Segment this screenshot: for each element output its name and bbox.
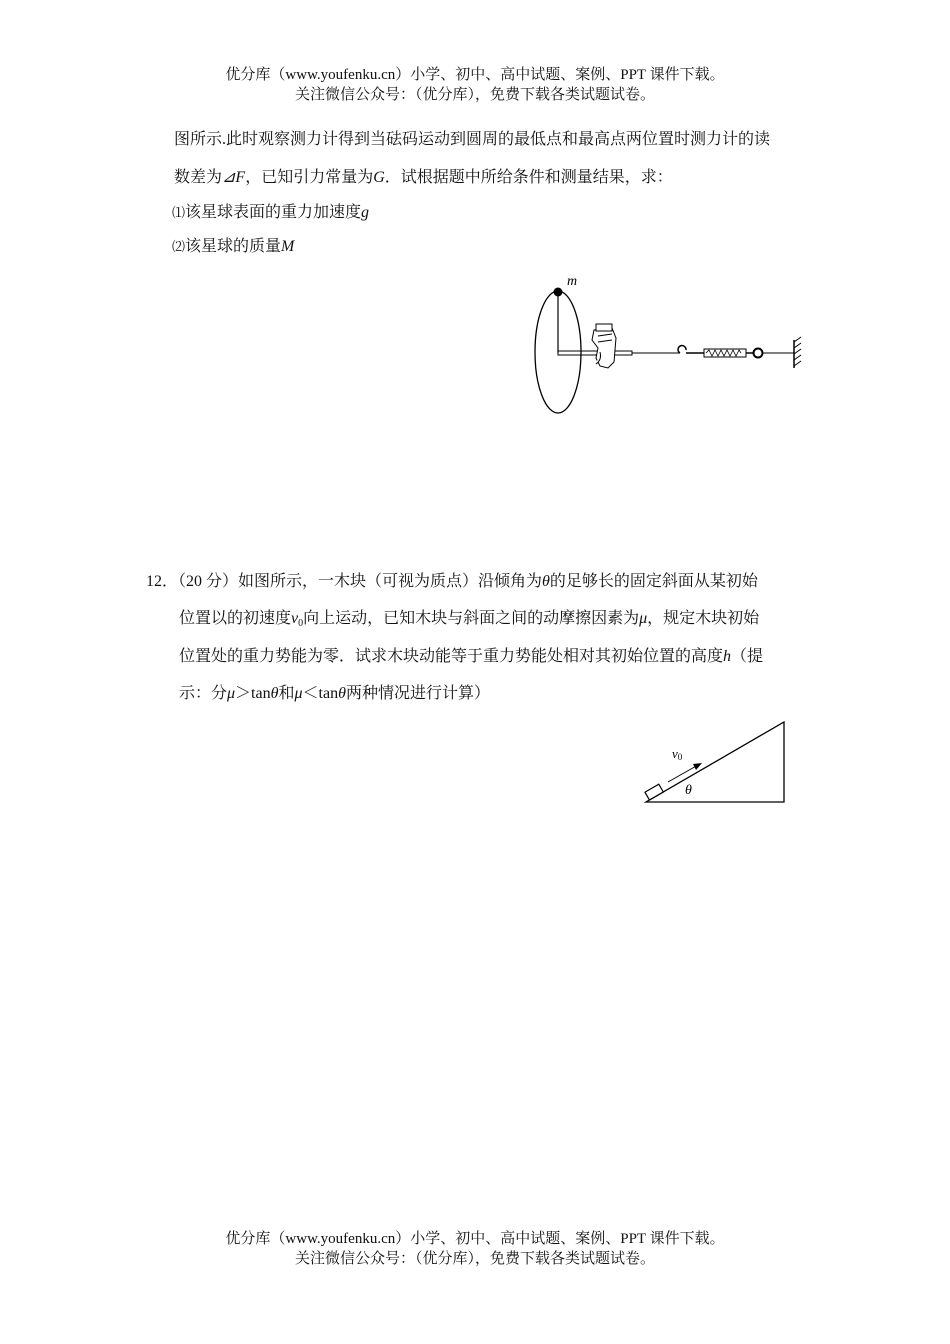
wall-hatching <box>794 337 801 366</box>
delta-f-symbol: ⊿F <box>222 169 246 186</box>
velocity-label <box>672 746 683 762</box>
fig-v-letter: v <box>672 746 678 761</box>
q12-line3-b: （提 <box>731 648 764 665</box>
q12-line4 <box>179 680 490 703</box>
circular-motion-figure <box>528 268 812 420</box>
incline-triangle <box>646 722 784 802</box>
hook-icon <box>678 346 686 353</box>
fig-v-subscript: 0 <box>677 752 683 762</box>
incline-angle-theta: θ <box>685 783 692 798</box>
v0-symbol: v <box>291 610 299 627</box>
sub2-text: 该星球的质量 <box>185 238 282 255</box>
q11-line2-a: 数差为 <box>174 169 223 186</box>
sub1-text: 该星球表面的重力加速度 <box>185 204 362 221</box>
q12-line2-b: 向上运动，已知木块与斜面之间的动摩擦因素为 <box>303 610 640 627</box>
mu-symbol: μ <box>639 610 648 627</box>
hand-icon <box>592 324 616 368</box>
q12-line4-a: 示：分 <box>179 685 228 702</box>
theta-symbol-2: θ <box>338 685 346 702</box>
velocity-arrow-shaft <box>668 765 698 782</box>
q12-line2-a: 位置以的初速度 <box>179 610 292 627</box>
g-constant-symbol: G <box>373 169 385 186</box>
q12-number: 12． <box>146 573 179 590</box>
q12-line4-c: 和 <box>278 685 295 702</box>
v0-subscript: 0 <box>298 618 304 629</box>
q12-line1 <box>146 568 758 591</box>
incline-figure <box>640 716 790 808</box>
q11-text-line2 <box>174 164 673 187</box>
q11-subquestion-2 <box>172 233 294 256</box>
mu-symbol-1: μ <box>227 685 236 702</box>
q12-line3 <box>179 643 763 666</box>
q12-line1-a: （20 分）如图所示，一木块（可视为质点）沿倾角为 <box>178 573 543 590</box>
q11-subquestion-1 <box>172 199 369 222</box>
sub1-number: ⑴ <box>172 205 186 220</box>
q11-line2-c: ．试根据题中所给条件和测量结果，求： <box>384 169 673 186</box>
q12-line4-d: ＜tan <box>302 685 339 702</box>
sub2-number: ⑵ <box>172 239 186 254</box>
holding-tube <box>558 351 632 355</box>
mass-label-m: m <box>567 274 578 289</box>
q12-line1-b: 的足够长的固定斜面从某初始 <box>549 573 758 590</box>
page-header-line2: 关注微信公众号：（优分库），免费下载各类试题试卷。 <box>294 87 655 103</box>
q12-line2-c: ，规定木块初始 <box>647 610 760 627</box>
q12-line2 <box>179 605 759 629</box>
q12-line4-b: ＞tan <box>235 685 271 702</box>
spring-scale-icon <box>704 349 746 357</box>
q11-text-line1: 图所示.此时观察测力计得到当砝码运动到圆周的最低点和最高点两位置时测力计的读 <box>174 131 771 148</box>
page-footer-line1: 优分库（www.youfenku.cn）小学、初中、高中试题、案例、PPT 课件下载。 <box>225 1231 725 1247</box>
sub1-variable: g <box>361 204 370 221</box>
velocity-arrowhead <box>693 763 702 770</box>
page-header-line1: 优分库（www.youfenku.cn）小学、初中、高中试题、案例、PPT 课件下载。 <box>225 67 725 83</box>
theta-symbol-1: θ <box>270 685 279 702</box>
ring-icon <box>754 349 763 358</box>
page-footer-line2: 关注微信公众号：（优分库），免费下载各类试题试卷。 <box>294 1251 655 1267</box>
theta-symbol: θ <box>542 573 550 590</box>
wooden-block <box>645 784 663 800</box>
q12-line3-a: 位置处的重力势能为零．试求木块动能等于重力势能处相对其初始位置的高度 <box>179 648 724 665</box>
sub2-variable: M <box>281 238 295 255</box>
q11-line2-b: ，已知引力常量为 <box>245 169 374 186</box>
mu-symbol-2: μ <box>294 685 303 702</box>
h-symbol: h <box>723 648 732 665</box>
q12-line4-e: 两种情况进行计算） <box>345 685 490 702</box>
